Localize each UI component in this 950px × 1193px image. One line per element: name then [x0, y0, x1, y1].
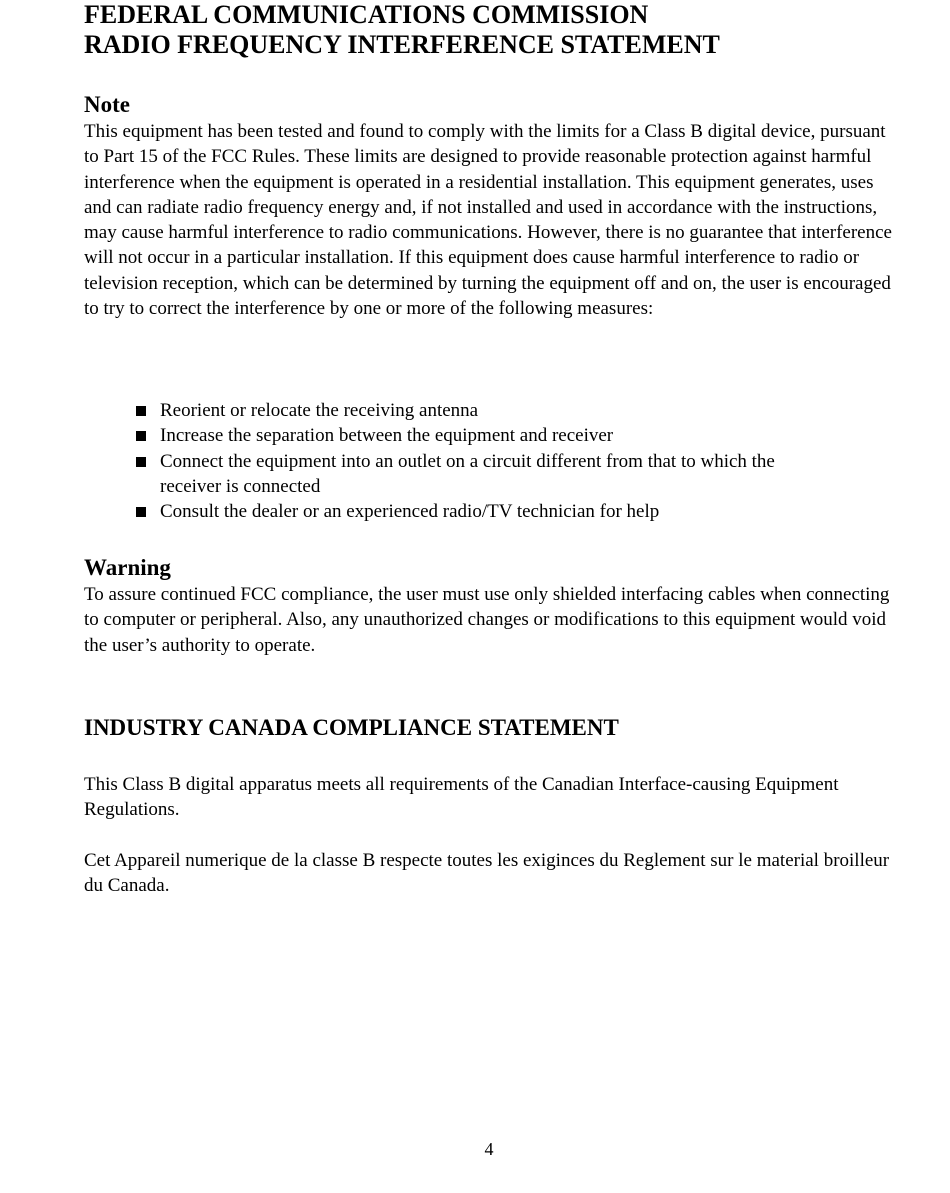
- fcc-title-line-1: FEDERAL COMMUNICATIONS COMMISSION: [84, 0, 649, 29]
- list-item: [136, 423, 836, 448]
- canada-french-paragraph: Cet Appareil numerique de la classe B respecte toutes les exiginces du Reglement sur le material broilleur du Canada.: [84, 850, 890, 897]
- measure-text: Consult the dealer or an experienced radio/TV technician for help: [160, 501, 660, 523]
- list-item: [136, 449, 836, 500]
- measure-text: Increase the separation between the equipment and receiver: [160, 425, 614, 447]
- page-number: 4: [484, 1139, 494, 1159]
- note-paragraph: This equipment has been tested and found to comply with the limits for a Class B digital device, pursuant to Part 15 of the FCC Rules. These limits are designed to provide reasonable protection against harmful interference when the equipment is operated in a residential installation. This equipment generates, uses and can radiate radio frequency energy and, if not installed and used in accordance with the instructions, may cause harmful interference to radio communications. However, there is no guarantee that interference will not occur in a particular installation. If this equipment does cause harmful interference to radio or television reception, which can be determined by turning the equipment off and on, the user is encouraged to try to correct the interference by one or more of the following measures:: [84, 121, 892, 320]
- measure-text: Reorient or relocate the receiving antenna: [160, 400, 479, 421]
- square-bullet-icon: [136, 457, 146, 467]
- warning-heading: Warning: [84, 555, 171, 580]
- measure-text: Connect the equipment into an outlet on a circuit different from that to which the receiver is connected: [160, 450, 775, 497]
- canada-heading: INDUSTRY CANADA COMPLIANCE STATEMENT: [84, 715, 619, 740]
- note-heading: Note: [84, 92, 130, 117]
- square-bullet-icon: [136, 507, 146, 517]
- measures-list: [136, 398, 836, 524]
- square-bullet-icon: [136, 431, 146, 441]
- canada-english-paragraph: This Class B digital apparatus meets all requirements of the Canadian Interface-causing Equipment Regulations.: [84, 774, 839, 821]
- list-item: [136, 499, 836, 524]
- list-item: [136, 398, 836, 423]
- warning-paragraph: To assure continued FCC compliance, the user must use only shielded interfacing cables when connecting to computer or peripheral. Also, any unauthorized changes or modifications to this equipment would void the user’s authority to operate.: [84, 584, 890, 656]
- fcc-title: [84, 0, 904, 60]
- fcc-title-line-2: RADIO FREQUENCY INTERFERENCE STATEMENT: [84, 30, 720, 59]
- square-bullet-icon: [136, 406, 146, 416]
